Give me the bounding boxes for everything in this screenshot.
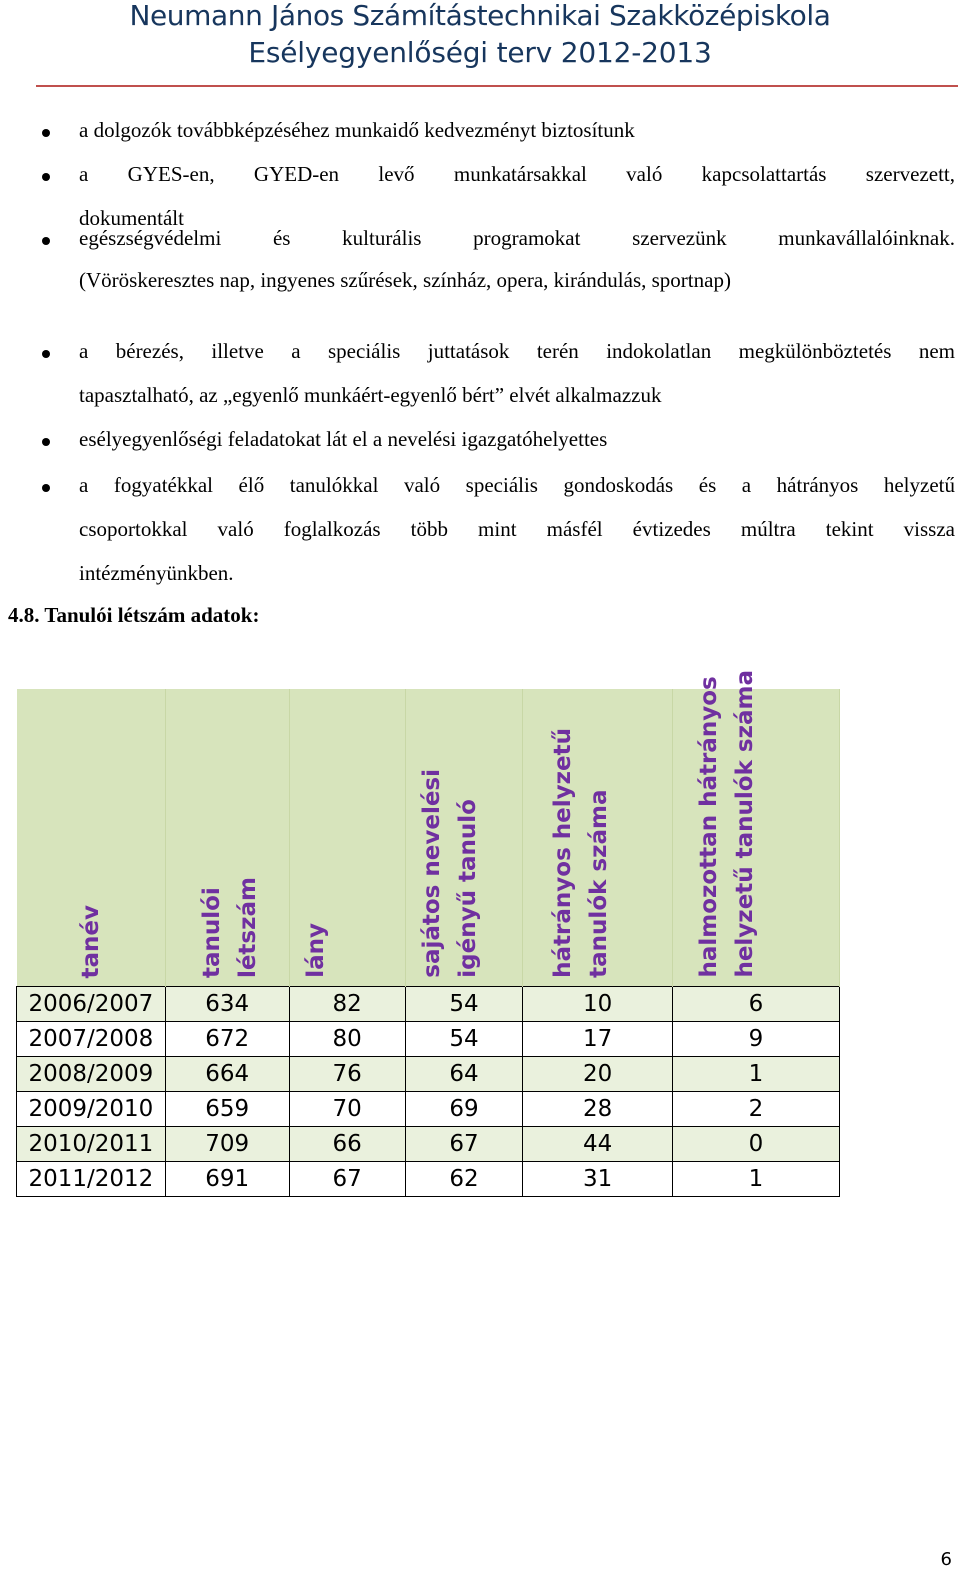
cell-total: 659 [165, 1092, 289, 1127]
bullet-text: esélyegyenlőségi feladatokat lát el a nevelési igazgatóhelyettes [79, 427, 608, 451]
table-row [17, 1057, 840, 1092]
header-label: lány [302, 923, 329, 978]
cell-girls: 67 [289, 1162, 405, 1197]
header-label: halmozottan hátrányos helyzetű tanulók száma [695, 670, 758, 978]
document-title: Esélyegyenlőségi terv 2012-2013 [248, 36, 712, 69]
cell-special-needs: 69 [405, 1092, 523, 1127]
cell-multiply-disadvantaged: 6 [672, 987, 839, 1022]
cell-total: 709 [165, 1127, 289, 1162]
cell-girls: 82 [289, 987, 405, 1022]
cell-girls: 76 [289, 1057, 405, 1092]
bullet-text: a bérezés, illetve a speciális juttatások terén indokolatlan megkülönböztetés nem [79, 339, 955, 363]
section-title: 4.8. Tanulói létszám adatok: [8, 603, 260, 627]
header-label: tanév [77, 904, 104, 978]
cell-year: 2009/2010 [17, 1092, 166, 1127]
column-header-lany [289, 689, 405, 987]
cell-disadvantaged: 28 [523, 1092, 672, 1127]
table-row [17, 1092, 840, 1127]
column-header-tanev [17, 689, 166, 987]
bullet-text-continued: intézményünkben. [79, 561, 234, 585]
cell-year: 2007/2008 [17, 1022, 166, 1057]
header-label: sajátos nevelési igényű tanuló [418, 769, 481, 978]
bullet-text: a fogyatékkal élő tanulókkal való speciális gondoskodás és a hátrányos helyzetű [79, 473, 955, 497]
cell-year: 2010/2011 [17, 1127, 166, 1162]
bullet-icon [42, 129, 50, 137]
header-divider [36, 85, 958, 87]
column-header-hatranyos-helyzetu [523, 689, 672, 987]
table-row [17, 1127, 840, 1162]
cell-multiply-disadvantaged: 9 [672, 1022, 839, 1057]
column-header-sajatos-nevelesi [405, 689, 523, 987]
table-row [17, 987, 840, 1022]
cell-multiply-disadvantaged: 0 [672, 1127, 839, 1162]
cell-total: 672 [165, 1022, 289, 1057]
bullet-icon [42, 173, 50, 181]
table-row [17, 1162, 840, 1197]
cell-girls: 80 [289, 1022, 405, 1057]
cell-disadvantaged: 10 [523, 987, 672, 1022]
cell-total: 664 [165, 1057, 289, 1092]
cell-total: 634 [165, 987, 289, 1022]
cell-disadvantaged: 44 [523, 1127, 672, 1162]
bullet-text-continued: csoportokkal való foglalkozás több mint másfél évtizedes múltra tekint vissza [79, 517, 955, 541]
cell-girls: 66 [289, 1127, 405, 1162]
cell-special-needs: 54 [405, 1022, 523, 1057]
column-header-halmozottan-hatranyos [672, 670, 839, 987]
cell-year: 2011/2012 [17, 1162, 166, 1197]
bullet-icon [42, 438, 50, 446]
cell-multiply-disadvantaged: 1 [672, 1162, 839, 1197]
header-label: hátrányos helyzetű tanulók száma [550, 728, 613, 978]
table-row [17, 1022, 840, 1057]
cell-disadvantaged: 17 [523, 1022, 672, 1057]
cell-special-needs: 67 [405, 1127, 523, 1162]
bullet-icon [42, 484, 50, 492]
bullet-text-continued: (Vöröskeresztes nap, ingyenes szűrések, színház, opera, kirándulás, sportnap) [79, 268, 731, 292]
bullet-text: egészségvédelmi és kulturális programokat szervezünk munkavállalóinknak. [79, 226, 955, 250]
student-count-table [16, 670, 840, 1197]
table-header-row [17, 689, 840, 987]
cell-multiply-disadvantaged: 2 [672, 1092, 839, 1127]
bullet-text-continued: tapasztalható, az „egyenlő munkáért-egyenlő bért” elvét alkalmazzuk [79, 383, 662, 407]
bullet-icon [42, 350, 50, 358]
cell-year: 2008/2009 [17, 1057, 166, 1092]
cell-year: 2006/2007 [17, 987, 166, 1022]
page-number: 6 [940, 1549, 952, 1570]
cell-total: 691 [165, 1162, 289, 1197]
cell-special-needs: 64 [405, 1057, 523, 1092]
cell-disadvantaged: 31 [523, 1162, 672, 1197]
cell-special-needs: 54 [405, 987, 523, 1022]
cell-girls: 70 [289, 1092, 405, 1127]
bullet-text: a dolgozók továbbképzéséhez munkaidő kedvezményt biztosítunk [79, 118, 635, 142]
cell-special-needs: 62 [405, 1162, 523, 1197]
bullet-icon [42, 237, 50, 245]
school-name: Neumann János Számítástechnikai Szakközépiskola [129, 0, 831, 32]
column-header-tanuloi-letszam [165, 689, 289, 987]
bullet-text: a GYES-en, GYED-en levő munkatársakkal való kapcsolattartás szervezett, [79, 162, 955, 186]
header-label: tanulói létszám [198, 876, 261, 978]
cell-disadvantaged: 20 [523, 1057, 672, 1092]
cell-multiply-disadvantaged: 1 [672, 1057, 839, 1092]
bullet-text-continued: dokumentált [79, 206, 184, 230]
